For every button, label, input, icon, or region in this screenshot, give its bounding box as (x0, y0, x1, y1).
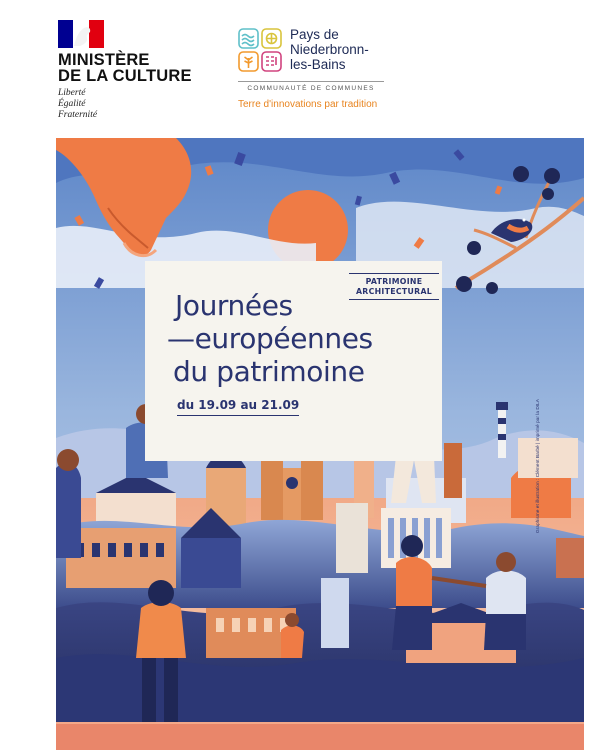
kicker-line1: PATRIMOINE (365, 277, 423, 286)
community-logo-icon (238, 28, 282, 72)
kicker-line2: ARCHITECTURAL (355, 287, 433, 296)
title-card (145, 261, 442, 461)
title-line1: Journées (175, 289, 293, 322)
motto-fraternite: Fraternité (58, 110, 98, 120)
community-name-line1: Pays de (290, 27, 339, 42)
ministry-name (58, 52, 218, 84)
illustration-credit: Graphisme et illustration : Clément Barbé | imprimé par la DILA (536, 398, 541, 533)
motto-egalite: Égalité (58, 99, 86, 109)
ministry-name-line1: MINISTÈRE (58, 51, 150, 69)
motto-liberte: Liberté (58, 88, 86, 98)
community-subtitle: COMMUNAUTÉ DE COMMUNES (247, 85, 375, 92)
event-dates: du 19.09 au 21.09 (177, 398, 299, 416)
title-line2: —européennes (167, 322, 373, 355)
community-name-line3: les-Bains (290, 57, 346, 72)
marianne-flag-logo (58, 20, 104, 48)
title-line3: du patrimoine (173, 355, 365, 388)
republic-motto (58, 88, 97, 121)
community-name (290, 27, 369, 72)
community-tagline: Terre d'innovations par tradition (238, 99, 378, 110)
community-divider (238, 81, 384, 82)
community-name-line2: Niederbronn- (290, 42, 369, 57)
heritage-days-poster (56, 138, 584, 750)
event-title (167, 289, 442, 388)
ministry-name-line2: DE LA CULTURE (58, 67, 192, 85)
